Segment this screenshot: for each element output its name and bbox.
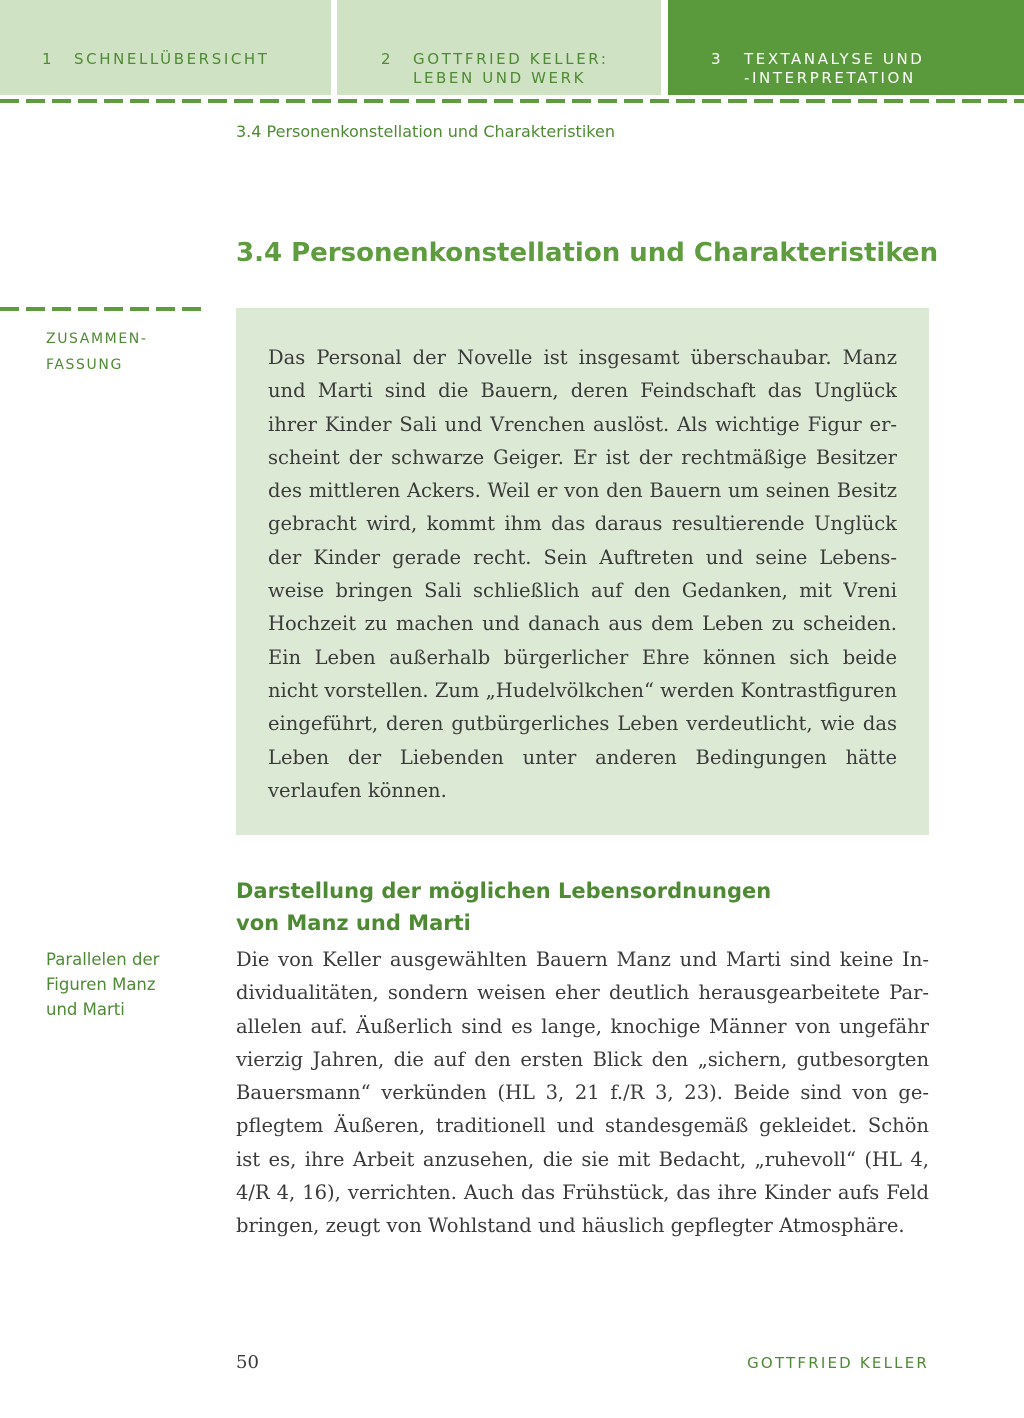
tab-label: GOTTFRIED KELLER: LEBEN UND WERK bbox=[413, 50, 609, 87]
footer-author: GOTTFRIED KELLER bbox=[747, 1354, 929, 1372]
tab-label: TEXTANALYSE UND -INTERPRETATION bbox=[744, 50, 925, 87]
tab-number: 2 bbox=[381, 50, 394, 68]
running-head: 3.4 Personenkonstellation und Charakteristiken bbox=[236, 122, 615, 141]
chapter-tab-2[interactable] bbox=[337, 0, 661, 95]
chapter-tab-1[interactable] bbox=[0, 0, 331, 95]
summary-text: Das Personal der Novelle ist insgesamt überschaubar. Manz und Marti sind die Bauern, deren Feindschaft das Unglück ihrer Kinder Sali und Vrenchen auslöst. Als wichtige Figur erscheint der schwarze Geiger. Er ist der rechtmäßige Besitzer des mittleren Ackers. Weil er von den Bauern um seinen Besitz gebracht wird, kommt ihm das daraus resultierende Unglück der Kinder gerade recht. Sein Auftreten und seine Lebensweise bringen Sali schließlich auf den Gedanken, mit Vreni Hochzeit zu machen und danach aus dem Leben zu scheiden. Ein Leben außerhalb bürgerlicher Ehre können sich beide nicht vorstellen. Zum „Hudelvölkchen“ werden Kontrastfiguren eingeführt, deren gutbürgerliches Leben verdeutlicht, wie das Leben der Liebenden unter anderen Bedingungen hätte verlaufen können. bbox=[268, 346, 897, 802]
tab-number: 1 bbox=[42, 50, 55, 68]
tab-label: SCHNELLÜBERSICHT bbox=[74, 50, 270, 68]
header-dashed-divider bbox=[0, 99, 1024, 103]
section-title: 3.4 Personenkonstellation und Charakteristiken bbox=[236, 238, 939, 268]
margin-dashed-divider bbox=[0, 307, 206, 311]
body-paragraph: Die von Keller ausgewählten Bauern Manz und Marti sind keine Individualitäten, sondern weisen eher deutlich herausgearbeitete Parallelen auf. Äußerlich sind es lange, knochige Männer von ungefähr vierzig Jahren, die auf den ersten Blick den „sichern, gutbesorgten Bauersmann“ verkünden (HL 3, 21 f./R 3, 23). Beide sind von gepflegtem Äußeren, traditionell und standesgemäß gekleidet. Schön ist es, ihre Arbeit anzusehen, die sie mit Bedacht, „ruhevoll“ (HL 4, 4/R 4, 16), verrichten. Auch das Frühstück, das ihre Kinder aufs Feld bringen, zeugt von Wohlstand und häuslich gepflegter Atmosphäre. bbox=[236, 948, 929, 1238]
tab-number: 3 bbox=[711, 50, 724, 68]
page-number: 50 bbox=[236, 1352, 259, 1373]
chapter-tab-3-active[interactable] bbox=[668, 0, 1024, 95]
subsection-heading: Darstellung der möglichen Lebensordnungen von Manz und Marti bbox=[236, 879, 772, 935]
summary-box bbox=[236, 308, 929, 835]
summary-margin-label: ZUSAMMEN- FASSUNG bbox=[46, 331, 148, 373]
subsection-margin-label: Parallelen der Figuren Manz und Marti bbox=[46, 950, 160, 1019]
